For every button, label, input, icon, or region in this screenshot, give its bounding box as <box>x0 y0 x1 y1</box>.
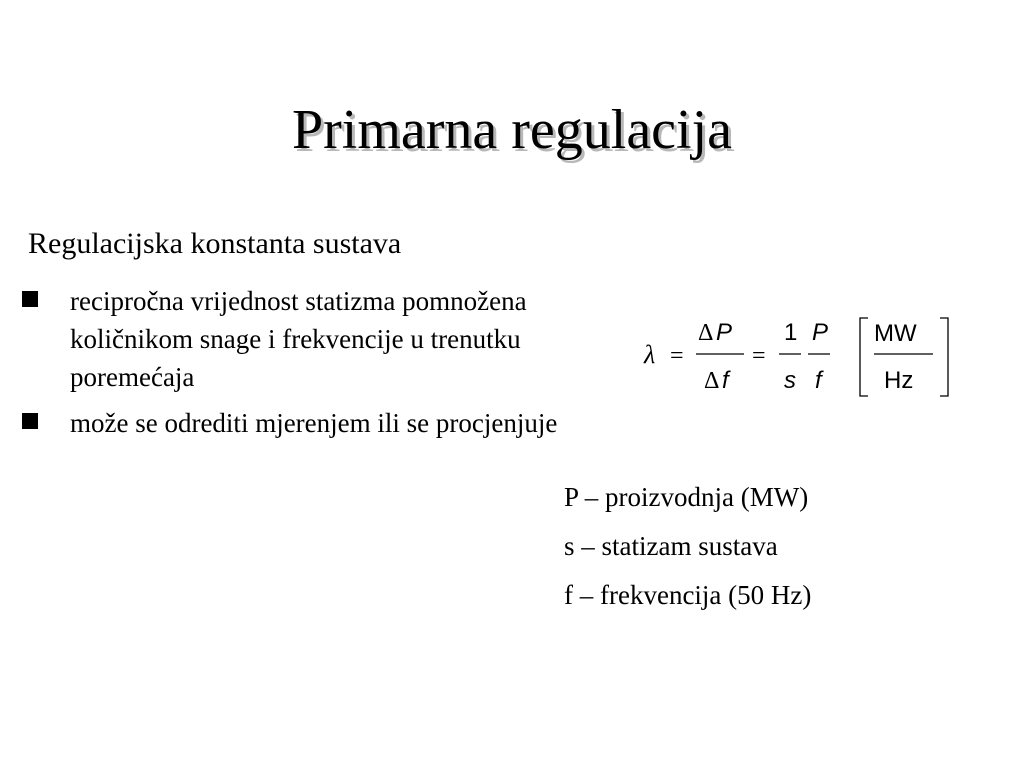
formula-p-2: P <box>812 319 829 346</box>
bullet-item <box>22 404 562 442</box>
formula-delta-p: Δ <box>698 320 714 346</box>
bullet-text: recipročna vrijednost statizma pomnožena količnikom snage i frekvencije u trenutku poremećaja <box>70 286 527 392</box>
variable-legend <box>564 480 811 627</box>
square-bullet-icon <box>22 413 38 429</box>
legend-item-f: f – frekvencija (50 Hz) <box>564 580 812 610</box>
formula-right-bracket <box>940 318 948 396</box>
formula-s: s <box>784 367 796 394</box>
bullet-item <box>22 282 562 396</box>
formula-left-bracket <box>860 318 868 396</box>
formula-one: 1 <box>784 319 798 346</box>
legend-item-p: P – proizvodnja (MW) <box>564 482 809 512</box>
formula-unit-mw: MW <box>874 320 917 347</box>
square-bullet-icon <box>22 291 38 307</box>
formula-lambda: λ <box>644 340 656 369</box>
formula-equals-2: = <box>752 343 766 369</box>
formula-p-1: P <box>716 319 733 346</box>
bullet-list <box>22 282 562 450</box>
formula-delta-f: Δ <box>704 368 720 394</box>
formula-f-1: f <box>722 367 729 394</box>
bullet-text: može se odrediti mjerenjem ili se procjenjuje <box>70 408 558 438</box>
slide-title: Primarna regulacija <box>291 99 732 161</box>
formula-f-2: f <box>815 367 822 394</box>
slide-subheading: Regulacijska konstanta sustava <box>28 227 402 260</box>
formula-unit-hz: Hz <box>884 367 914 394</box>
lambda-formula <box>640 308 960 418</box>
legend-item-s: s – statizam sustava <box>564 531 778 561</box>
formula-equals-1: = <box>670 343 684 369</box>
